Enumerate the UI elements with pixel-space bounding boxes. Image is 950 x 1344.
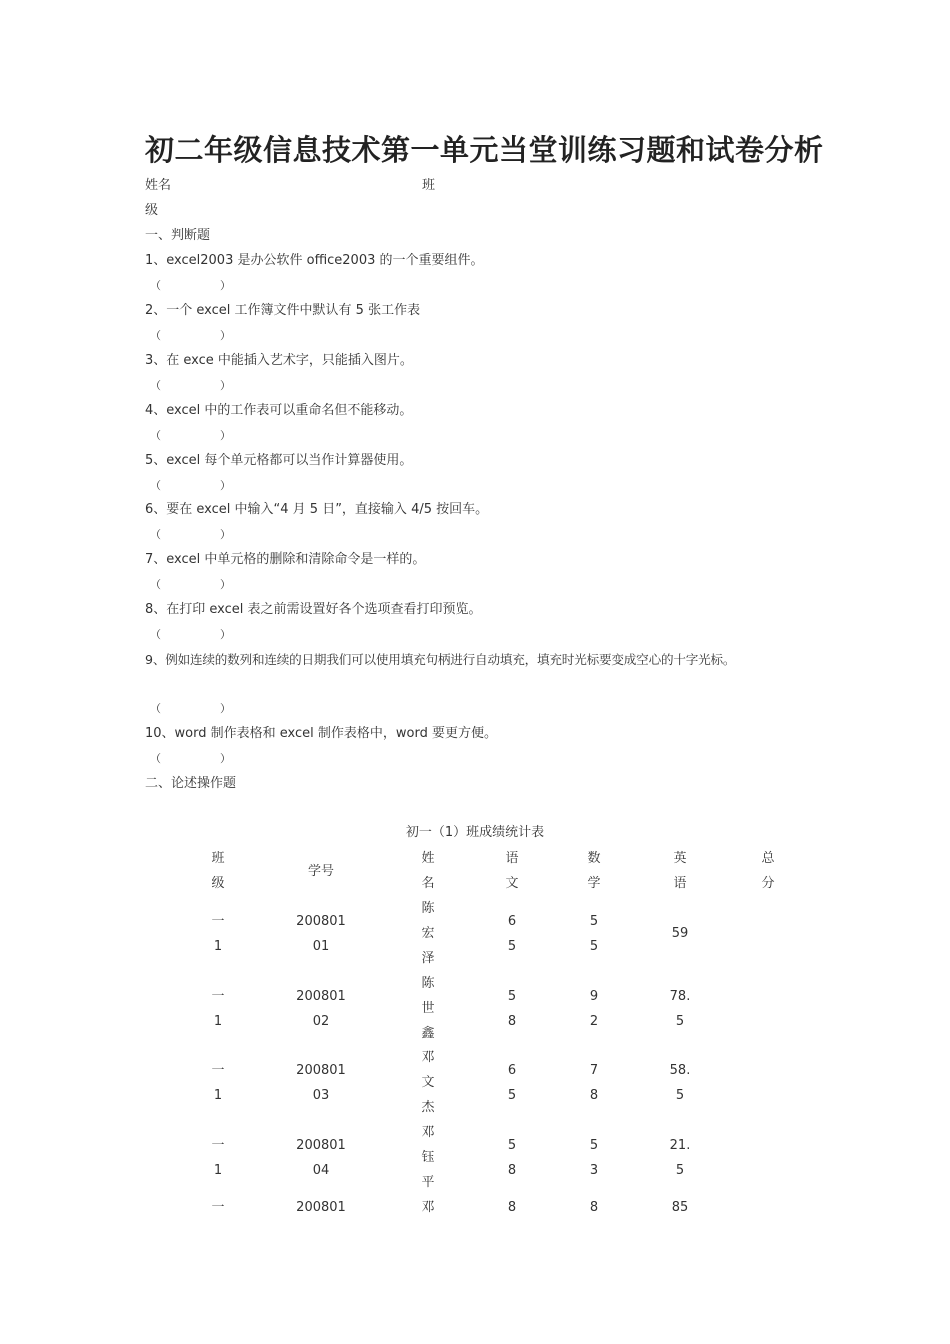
table-header-math: 学 [587,876,601,891]
cell-name: 文 [421,1075,435,1090]
cell-english: 59 [671,926,689,941]
table-header-name: 名 [421,876,435,891]
cell-english: 58. [669,1062,691,1078]
question-5: 5、excel 每个单元格都可以当作计算器使用。 [145,453,413,468]
cell-student-id: 200801 [296,913,346,929]
cell-name: 世 [421,1001,435,1016]
question-3: 3、在 exce 中能插入艺术字，只能插入图片。 [145,353,413,368]
cell-math: 5 [589,1137,599,1153]
question-10: 10、word 制作表格和 excel 制作表格中，word 要更方便。 [145,726,497,741]
cell-math: 8 [589,1200,599,1215]
cell-student-id: 01 [312,938,330,954]
cell-student-id: 200801 [296,1062,346,1078]
cell-name: 泽 [421,951,435,966]
cell-chinese: 6 [507,913,517,929]
table-header-math: 数 [587,851,601,866]
document-page: 初二年级信息技术第一单元当堂训练习题和试卷分析 姓名 班 级 一、判断题 1、excel2003 是办公软件 office2003 的一个重要组件。 （ ） 2、一个 excel 工作簿文件中默认有 5 张工作表 （ ） 3、在 exce 中能插入艺术字，只能插入图片。 （ ） 4、excel 中的工作表可以重命名但不能移动。 （ ） 5、excel 每个单元格都可以当作计算器使用。 （ ） 6、要在 excel 中输入“4 月 5 日”，直接输入 4/5 按回车。 （ ） 7、excel 中单元格的删除和清除命令是一样的。 （ ） 8、在打印 excel 表之前需设置好各个选项查看打印预览。 （ ） 9、例如连续的数列和连续的日期我们可以使用填充句柄进行自动填充，填充时光标要变成空心的十字光标。 （ ） 10、word 制作表格和 excel 制作表格中，word 要更方便。 （ ） 二、论述操作题 初一（1）班成绩统计表 班 级 学号 姓 名 语 文 数 学 英 语 总 分 一 1 200801 01 陈 宏 泽 6 5 5 5 59 一 1 200801 02 陈 世 鑫 5 8 9 2 78. 5 一 1 200801 03 邓 文 杰 6 5 7 8 58. 5 一 1 200801 04 邓 钰 平 5 8 5 3 21. 5 一 200801 邓 8 8 85 [0,0,950,1344]
table-header-class: 班 [211,851,225,866]
cell-name: 杰 [421,1100,435,1115]
cell-name: 邓 [421,1050,435,1065]
table-header-total: 分 [761,876,775,891]
table-header-total: 总 [761,851,775,866]
cell-student-id: 02 [312,1013,330,1029]
cell-class: 1 [213,1013,223,1029]
table-header-english: 语 [673,876,687,891]
cell-english: 5 [675,1087,685,1103]
question-2: 2、一个 excel 工作簿文件中默认有 5 张工作表 [145,303,421,318]
cell-chinese: 8 [507,1200,517,1215]
cell-english: 21. [669,1137,691,1153]
cell-math: 5 [589,938,599,954]
cell-chinese: 5 [507,938,517,954]
cell-math: 5 [589,913,599,929]
table-header-name: 姓 [421,851,435,866]
cell-name: 平 [421,1175,435,1190]
table-header-chinese: 文 [505,876,519,891]
cell-name: 鑫 [421,1026,435,1041]
cell-english: 85 [671,1200,689,1215]
cell-name: 钰 [421,1150,435,1165]
document-title: 初二年级信息技术第一单元当堂训练习题和试卷分析 [145,133,824,167]
cell-english: 5 [675,1162,685,1178]
cell-chinese: 5 [507,1087,517,1103]
cell-name: 宏 [421,926,435,941]
cell-name: 邓 [421,1125,435,1140]
cell-chinese: 8 [507,1162,517,1178]
cell-class: 1 [213,938,223,954]
cell-class: 一 [211,988,225,1004]
class-label-part2: 级 [145,203,159,218]
question-6: 6、要在 excel 中输入“4 月 5 日”，直接输入 4/5 按回车。 [145,502,489,517]
cell-math: 2 [589,1013,599,1029]
cell-english: 78. [669,988,691,1004]
cell-class: 一 [211,1137,225,1153]
cell-chinese: 5 [507,1137,517,1153]
cell-chinese: 6 [507,1062,517,1078]
cell-english: 5 [675,1013,685,1029]
question-7: 7、excel 中单元格的删除和清除命令是一样的。 [145,552,426,567]
cell-math: 7 [589,1062,599,1078]
cell-math: 9 [589,988,599,1004]
cell-chinese: 8 [507,1013,517,1029]
cell-class: 1 [213,1162,223,1178]
cell-name: 陈 [421,901,435,916]
table-header-class: 级 [211,876,225,891]
cell-class: 一 [211,913,225,929]
table-header-student-id: 学号 [307,863,334,879]
cell-math: 3 [589,1162,599,1178]
cell-student-id: 03 [312,1087,330,1103]
section-1-heading: 一、判断题 [145,228,211,243]
table-header-english: 英 [673,851,687,866]
question-9: 9、例如连续的数列和连续的日期我们可以使用填充句柄进行自动填充，填充时光标要变成空心的十字光标。 [145,652,736,667]
cell-chinese: 5 [507,988,517,1004]
table-caption: 初一（1）班成绩统计表 [405,825,545,840]
cell-class: 1 [213,1087,223,1103]
section-2-heading: 二、论述操作题 [145,776,237,791]
cell-class: 一 [211,1062,225,1078]
cell-student-id: 200801 [296,1137,346,1153]
cell-student-id: 200801 [296,988,346,1004]
question-4: 4、excel 中的工作表可以重命名但不能移动。 [145,403,413,418]
cell-name: 陈 [421,976,435,991]
cell-name: 邓 [421,1200,435,1215]
question-1: 1、excel2003 是办公软件 office2003 的一个重要组件。 [145,253,484,268]
question-8: 8、在打印 excel 表之前需设置好各个选项查看打印预览。 [145,602,482,617]
cell-math: 8 [589,1087,599,1103]
cell-class: 一 [211,1200,225,1215]
class-label-part1: 班 [422,178,436,193]
cell-student-id: 200801 [296,1200,346,1215]
name-label: 姓名 [145,178,172,193]
cell-student-id: 04 [312,1162,330,1178]
table-header-chinese: 语 [505,851,519,866]
